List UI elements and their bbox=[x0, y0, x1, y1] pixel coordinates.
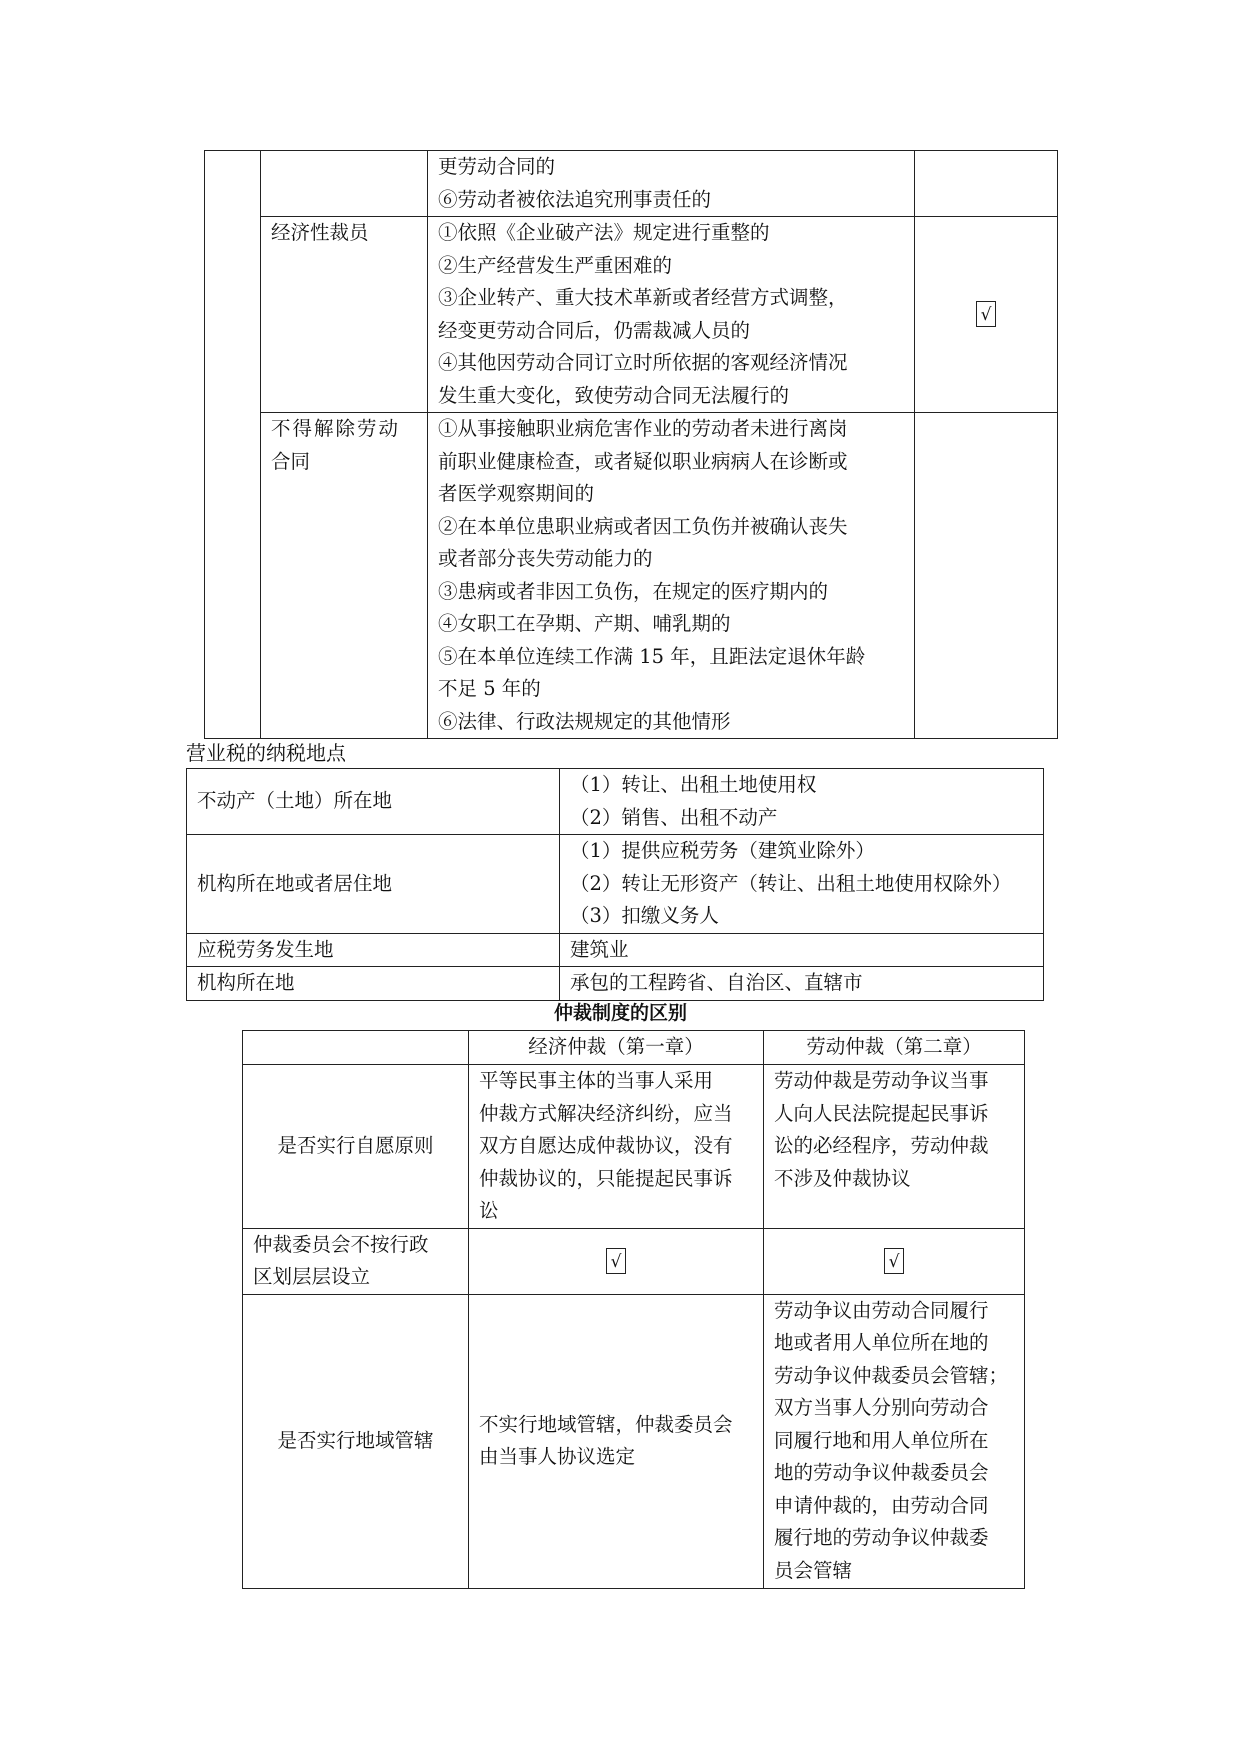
row-label: 是否实行自愿原则 bbox=[243, 1065, 469, 1229]
table-row bbox=[205, 151, 1058, 217]
checkmark-icon: √ bbox=[976, 301, 996, 327]
labor-cell bbox=[764, 1228, 1025, 1294]
row-label: 是否实行地域管辖 bbox=[243, 1294, 469, 1588]
table-row bbox=[243, 1065, 1025, 1229]
condition-cell: ①依照《企业破产法》规定进行重整的 ②生产经营发生严重困难的 ③企业转产、重大技术革新或者经营方式调整， 经变更劳动合同后，仍需裁减人员的 ④其他因劳动合同订立时所依据的客观经济情况 发生重大变化，致使劳动合同无法履行的 bbox=[428, 217, 915, 413]
table-row bbox=[205, 413, 1058, 739]
business-tax-caption: 营业税的纳税地点 bbox=[186, 741, 346, 765]
label-cell: 经济性裁员 bbox=[261, 217, 428, 413]
table-row bbox=[205, 217, 1058, 413]
label-cell: 不得解除劳动 合同 bbox=[261, 413, 428, 739]
place-cell: 应税劳务发生地 bbox=[187, 933, 560, 967]
table-header-row bbox=[243, 1031, 1025, 1065]
items-cell: （1）转让、出租土地使用权 （2）销售、出租不动产 bbox=[560, 769, 1044, 835]
checkmark-icon: √ bbox=[606, 1248, 626, 1274]
header-labor: 劳动仲裁（第二章） bbox=[764, 1031, 1025, 1065]
business-tax-location-table bbox=[186, 768, 1044, 1001]
items-cell: （1）提供应税劳务（建筑业除外） （2）转让无形资产（转让、出租土地使用权除外） （3）扣缴义务人 bbox=[560, 835, 1044, 934]
arbitration-comparison-table bbox=[242, 1030, 1025, 1589]
mark-cell bbox=[915, 217, 1058, 413]
table-row bbox=[187, 967, 1044, 1001]
labor-cell: 劳动仲裁是劳动争议当事 人向人民法院提起民事诉 讼的必经程序，劳动仲裁 不涉及仲裁协议 bbox=[764, 1065, 1025, 1229]
header-economic: 经济仲裁（第一章） bbox=[469, 1031, 764, 1065]
category-cell bbox=[205, 151, 261, 739]
economic-cell: 不实行地域管辖，仲裁委员会 由当事人协议选定 bbox=[469, 1294, 764, 1588]
header-empty bbox=[243, 1031, 469, 1065]
labor-cell: 劳动争议由劳动合同履行 地或者用人单位所在地的 劳动争议仲裁委员会管辖； 双方当事人分别向劳动合 同履行地和用人单位所在 地的劳动争议仲裁委员会 申请仲裁的，由劳动合同 履行地的劳动争议仲裁委 员会管辖 bbox=[764, 1294, 1025, 1588]
table-row bbox=[187, 835, 1044, 934]
items-cell: 建筑业 bbox=[560, 933, 1044, 967]
table-row bbox=[243, 1294, 1025, 1588]
place-cell: 不动产（土地）所在地 bbox=[187, 769, 560, 835]
table-row bbox=[243, 1228, 1025, 1294]
row-label: 仲裁委员会不按行政 区划层层设立 bbox=[243, 1228, 469, 1294]
table-row bbox=[187, 769, 1044, 835]
table-row bbox=[187, 933, 1044, 967]
arbitration-title: 仲裁制度的区别 bbox=[553, 1002, 687, 1024]
condition-cell: 更劳动合同的 ⑥劳动者被依法追究刑事责任的 bbox=[428, 151, 915, 217]
mark-cell bbox=[915, 413, 1058, 739]
condition-cell: ①从事接触职业病危害作业的劳动者未进行离岗 前职业健康检查，或者疑似职业病病人在诊断或 者医学观察期间的 ②在本单位患职业病或者因工负伤并被确认丧失 或者部分丧失劳动能力的 ③患病或者非因工负伤，在规定的医疗期内的 ④女职工在孕期、产期、哺乳期的 ⑤在本单位连续工作满 15 年，且距法定退休年龄 不足 5 年的 ⑥法律、行政法规规定的其他情形 bbox=[428, 413, 915, 739]
mark-cell bbox=[915, 151, 1058, 217]
checkmark-icon: √ bbox=[884, 1248, 904, 1274]
place-cell: 机构所在地或者居住地 bbox=[187, 835, 560, 934]
economic-cell: 平等民事主体的当事人采用 仲裁方式解决经济纠纷，应当 双方自愿达成仲裁协议，没有 仲裁协议的，只能提起民事诉 讼 bbox=[469, 1065, 764, 1229]
dismissal-conditions-table bbox=[204, 150, 1058, 739]
items-cell: 承包的工程跨省、自治区、直辖市 bbox=[560, 967, 1044, 1001]
place-cell: 机构所在地 bbox=[187, 967, 560, 1001]
economic-cell bbox=[469, 1228, 764, 1294]
label-cell bbox=[261, 151, 428, 217]
